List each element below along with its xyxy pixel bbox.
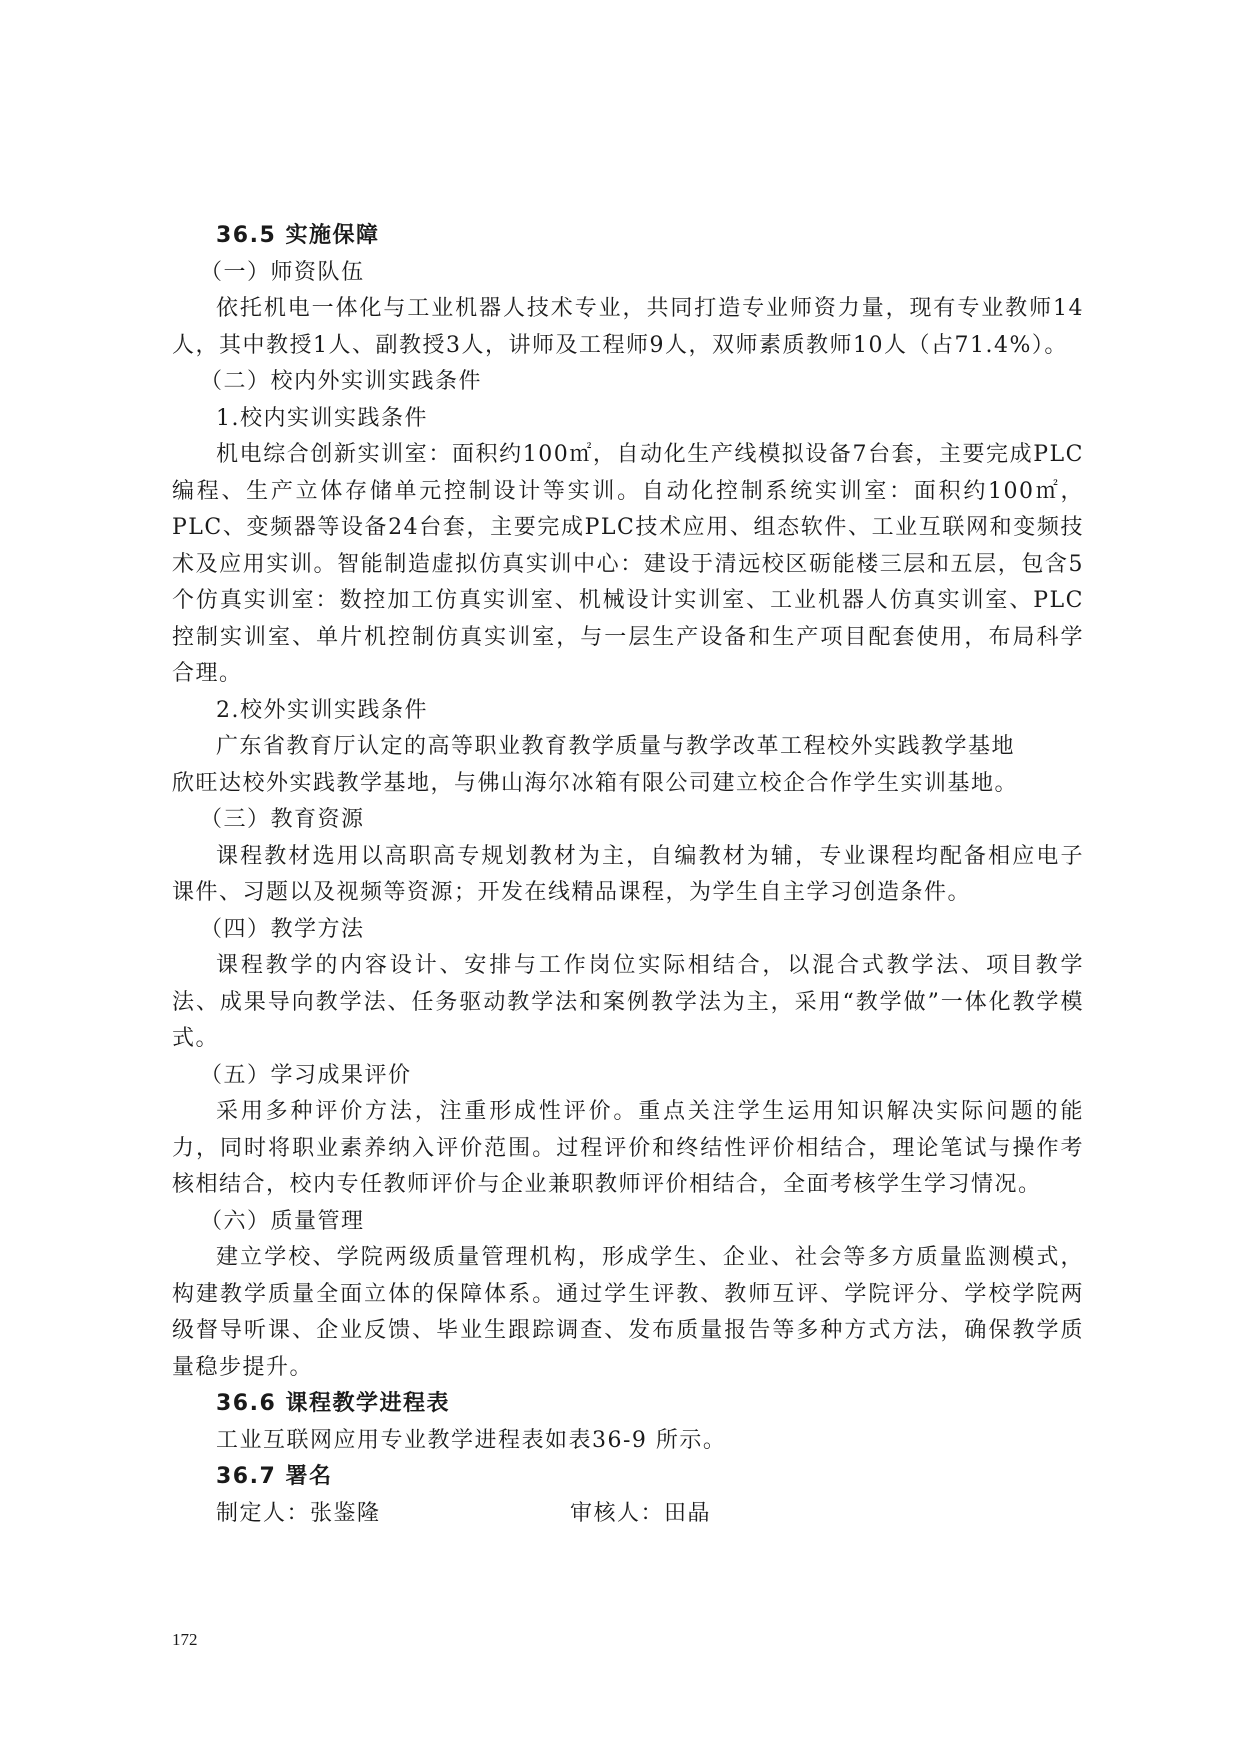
- internal-training-heading: 1.校内实训实践条件: [216, 405, 428, 431]
- evaluation-paragraph: 采用多种评价方法，注重形成性评价。重点关注学生运用知识解决实际问题的能力，同时将职业素养纳入评价范围。过程评价和终结性评价相结合，理论笔试与操作考核相结合，校内专任教师评价与企业兼职教师评价相结合，全面考核学生学习情况。: [172, 1099, 1084, 1197]
- signature-line: [172, 1496, 1084, 1533]
- section-36-5-title: 36.5 实施保障: [216, 223, 380, 248]
- internal-training-paragraph: 机电综合创新实训室：面积约100㎡，自动化生产线模拟设备7台套，主要完成PLC编程、生产立体存储单元控制设计等实训。自动化控制系统实训室：面积约100㎡，PLC、变频器等设备24台套，主要完成PLC技术应用、组态软件、工业互联网和变频技术及应用实训。智能制造虚拟仿真实训中心：建设于清远校区砺能楼三层和五层，包含5个仿真实训室：数控加工仿真实训室、机械设计实训室、工业机器人仿真实训室、PLC控制实训室、单片机控制仿真实训室，与一层生产设备和生产项目配套使用，布局科学合理。: [172, 442, 1084, 686]
- evaluation-heading: （五）学习成果评价: [200, 1062, 412, 1088]
- resources-paragraph: 课程教材选用以高职高专规划教材为主，自编教材为辅，专业课程均配备相应电子课件、习题以及视频等资源；开发在线精品课程，为学生自主学习创造条件。: [172, 843, 1084, 905]
- author-signature: 制定人：张鉴隆: [216, 1500, 381, 1526]
- reviewer-signature: 审核人：田晶: [570, 1500, 712, 1526]
- teachers-paragraph: 依托机电一体化与工业机器人技术专业，共同打造专业师资力量，现有专业教师14人，其中教授1人、副教授3人，讲师及工程师9人，双师素质教师10人（占71.4%）。: [172, 296, 1084, 358]
- section-36-6-paragraph: 工业互联网应用专业教学进程表如表36-9 所示。: [216, 1427, 727, 1453]
- external-training-line-2: 欣旺达校外实践教学基地，与佛山海尔冰箱有限公司建立校企合作学生实训基地。: [172, 770, 1019, 796]
- page-number: 172: [172, 1630, 198, 1649]
- section-36-7-title: 36.7 署名: [216, 1464, 333, 1489]
- training-heading: （二）校内外实训实践条件: [200, 369, 483, 394]
- external-training-line-1: 广东省教育厅认定的高等职业教育教学质量与教学改革工程校外实践教学基地: [216, 734, 1016, 759]
- methods-paragraph: 课程教学的内容设计、安排与工作岗位实际相结合，以混合式教学法、项目教学法、成果导向教学法、任务驱动教学法和案例教学法为主，采用“教学做”一体化教学模式。: [172, 953, 1084, 1051]
- page-content: [172, 218, 1084, 1532]
- section-36-6-title: 36.6 课程教学进程表: [216, 1391, 450, 1416]
- quality-heading: （六）质量管理: [200, 1208, 365, 1234]
- quality-paragraph: 建立学校、学院两级质量管理机构，形成学生、企业、社会等多方质量监测模式，构建教学质量全面立体的保障体系。通过学生评教、教师互评、学院评分、学校学院两级督导听课、企业反馈、毕业生跟踪调查、发布质量报告等多种方式方法，确保教学质量稳步提升。: [172, 1245, 1084, 1380]
- external-training-heading: 2.校外实训实践条件: [216, 697, 428, 723]
- methods-heading: （四）教学方法: [200, 916, 365, 942]
- resources-heading: （三）教育资源: [200, 807, 365, 832]
- teachers-heading: （一）师资队伍: [200, 259, 365, 285]
